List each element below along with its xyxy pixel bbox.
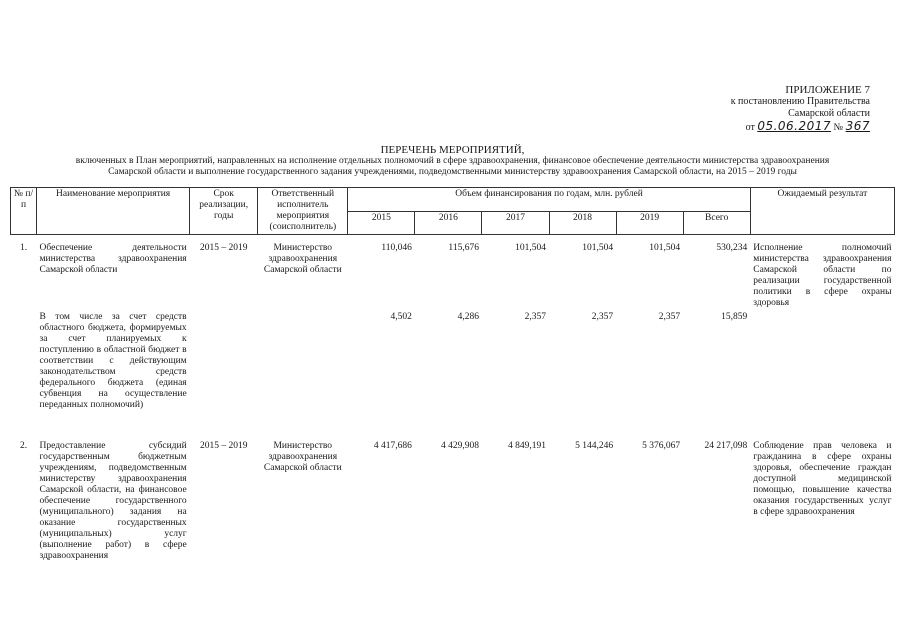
row-value-2016: 4 429,908 [440, 440, 479, 451]
document-title: ПЕРЕЧЕНЬ МЕРОПРИЯТИЙ, [380, 144, 525, 156]
document-subtitle-line-1: включенных в План мероприятий, направленных на исполнение отдельных полномочий в сфере здравоохранения, финансовое обеспечение деятельности министерства здравоохранения [75, 156, 830, 166]
row-result [750, 311, 894, 439]
document-subtitle-line-2: Самарской области и выполнение государственного задания учреждениями, подведомственными министерству здравоохранения Самарской области, на 2015 – 2019 годы [108, 167, 797, 177]
row-value-2015: 110,046 [381, 243, 412, 253]
row-term: 2015 – 2019 [199, 440, 248, 451]
row-value-2019: 2,357 [658, 311, 681, 322]
row-name: Обеспечение деятельности министерства здравоохранения Самарской области [39, 243, 187, 275]
row-value-2017: 4 849,191 [508, 440, 547, 451]
row-name: В том числе за счет средств областного бюджета, формируемых за счет планируемых к поступлению в областной бюджет в соответствии с действующим законодательством средств федерального бюджета (единая субвенция на осуществление переданных полномочий) [39, 311, 187, 410]
row-result: Соблюдение прав человека и гражданина в сфере охраны здоровья, обеспечение граждан доступной медицинской помощью, повышение качества оказания государственных услуг в сфере здравоохранения [753, 440, 892, 517]
header-year-2015: 2015 [348, 211, 415, 235]
annex-date: 05.06.2017 [757, 119, 832, 133]
header-executor: Ответственный исполнитель мероприятия (соисполнитель) [258, 188, 348, 235]
header-num: № п/п [11, 188, 37, 235]
table-row [11, 235, 895, 311]
row-value-2016: 115,676 [448, 243, 479, 253]
row-value-2015: 4 417,686 [373, 440, 412, 451]
header-term: Срок реализации, годы [190, 188, 258, 235]
annex-line-2: Самарской области [788, 108, 870, 119]
row-value-2018: 2,357 [591, 311, 614, 322]
header-year-2017: 2017 [482, 211, 549, 235]
header-year-2016: 2016 [415, 211, 482, 235]
header-year-2019: 2019 [616, 211, 683, 235]
row-number: 1. [19, 243, 28, 253]
row-executor: Министерство здравоохранения Самарской области [263, 243, 342, 275]
row-value-2018: 101,504 [582, 243, 614, 253]
row-number: 2. [19, 440, 28, 451]
header-result: Ожидаемый результат [750, 188, 894, 235]
row-value-2019: 5 376,067 [642, 440, 681, 451]
row-value-2017: 2,357 [524, 311, 547, 322]
table-row [11, 439, 895, 563]
row-value-total: 24 217,098 [704, 440, 748, 451]
annex-from-prefix: от [745, 122, 755, 133]
header-total: Всего [683, 211, 750, 235]
row-value-2017: 101,504 [515, 243, 547, 253]
row-number [11, 311, 37, 439]
row-value-total: 15,859 [721, 311, 748, 322]
annex-title: ПРИЛОЖЕНИЕ 7 [785, 84, 870, 96]
row-term [190, 311, 258, 439]
row-term: 2015 – 2019 [199, 243, 248, 253]
row-value-total: 530,234 [716, 243, 748, 253]
annex-date-line [700, 120, 870, 134]
row-result: Исполнение полномочий министерства здравоохранения Самарской области по реализации государственной политики в сфере охраны здоровья [753, 243, 892, 308]
row-value-2015: 4,502 [390, 311, 412, 322]
row-value-2018: 5 144,246 [575, 440, 614, 451]
table-row [11, 311, 895, 439]
annex-header [700, 84, 870, 134]
row-value-2019: 101,504 [649, 243, 681, 253]
row-executor: Министерство здравоохранения Самарской области [263, 440, 342, 473]
document-subtitle [10, 156, 895, 178]
header-name: Наименование мероприятия [37, 188, 190, 235]
row-executor [258, 311, 348, 439]
measures-table [10, 187, 895, 563]
annex-number-prefix: № [833, 122, 844, 133]
header-funding: Объем финансирования по годам, млн. рублей [348, 188, 750, 212]
annex-line-1: к постановлению Правительства [730, 96, 870, 107]
row-name: Предоставление субсидий государственным бюджетным учреждениям, подведомственным министерству здравоохранения Самарской области, на финансовое обеспечение государственного (муниципального) задания на оказание государственных (муниципальных) услуг (выполнение работ) в сфере здравоохранения [39, 440, 187, 561]
header-year-2018: 2018 [549, 211, 616, 235]
row-value-2016: 4,286 [457, 311, 479, 322]
annex-number: 367 [845, 119, 870, 133]
